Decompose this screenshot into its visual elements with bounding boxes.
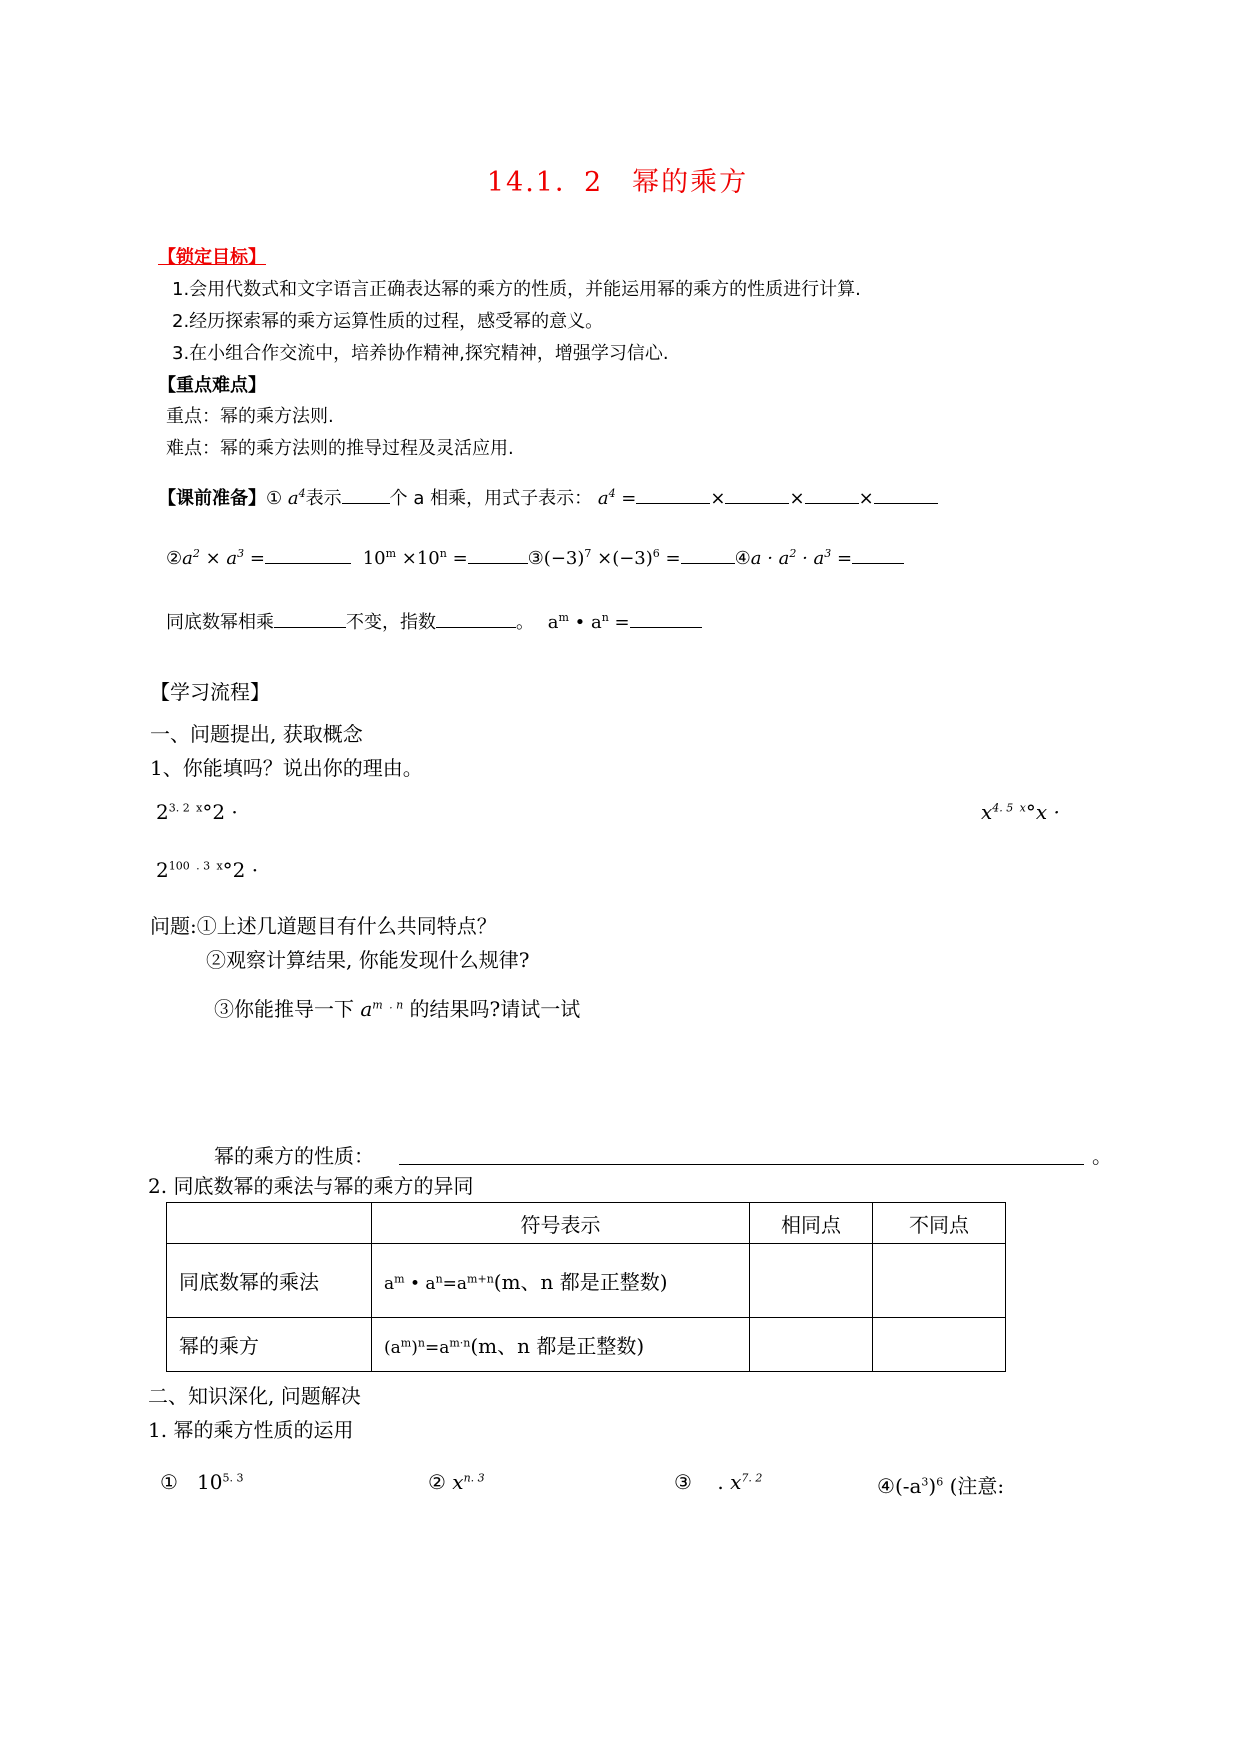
expr-a2-a3: $a^2 \times a^3$ = [182,547,265,569]
blank-q2[interactable] [265,545,351,564]
expr-2-100-3: $2^{100}$ $^{. 3}$ $^x$°2 · [156,858,259,882]
table-header-cell [167,1203,372,1244]
blank-q3[interactable] [681,545,735,564]
exercise-1: ① $10^{5. 3}$ [160,1470,244,1494]
row-symbol: $a^m$ • $a^n=a^{m+n}(m$、n 都是正整数) [372,1244,750,1318]
prep-q3-label: ③ [527,548,544,569]
keypoints-heading: 【重点难点】 [158,375,266,396]
blank-exp[interactable] [436,609,516,628]
exercise-4-label: ④ [877,1474,895,1498]
expr-am-an: $a^m$ • $a^n$ = [547,611,630,633]
exercise-2-label: ② [428,1470,446,1494]
times-2: × [789,488,805,509]
exercise-4: $④(-a^3)^6$ (注意: [877,1474,1005,1498]
row-symbol-tail: (m、n 都是正整数) [493,1270,668,1294]
a-power-4: $a^4$ [287,487,306,509]
blank-count[interactable] [342,485,390,504]
table-header-row [167,1203,1006,1244]
question-3-b: 的结果吗?请试一试 [409,997,581,1021]
a-power-4-expr: $a^4$ = [597,487,637,509]
goals-heading: 【锁定目标】 [158,247,266,268]
expr-am-n: $a^m$ $^{. n}$ [360,997,404,1021]
expr-neg3: $(-3)^7 \times(-3)^6$ = [543,547,681,569]
property-blank[interactable] [399,1164,1084,1165]
property-end: 。 [1092,1144,1112,1168]
prep-line-1 [158,484,938,510]
exercise-4-note: (注意: [949,1474,1005,1498]
row-name: 同底数幂的乘法 [167,1244,372,1318]
same-base-c: 。 [516,612,534,633]
prep-q1-text-a: 表示 [305,488,342,509]
question-1: 问题:①上述几道题目有什么共同特点？ [150,914,497,938]
goal-item-3: 3.在小组合作交流中，培养协作精神,探究精神，增强学习信心. [172,343,669,364]
expr-a-a2-a3: $a \cdot a^2 \cdot a^3$ = [750,547,853,569]
difficulty-text: 难点：幂的乘方法则的推导过程及灵活应用. [166,438,514,459]
property-label: 幂的乘方的性质： [214,1144,374,1168]
times-3: × [858,488,874,509]
blank-base[interactable] [274,609,346,628]
question-3-a: ③你能推导一下 [214,997,354,1021]
row-same-cell[interactable] [750,1318,873,1372]
compare-heading: 2. 同底数幂的乘法与幂的乘方的异同 [148,1174,474,1198]
q1-prompt: 1、你能填吗？说出你的理由。 [150,756,423,780]
question-3 [214,993,580,1022]
row-diff-cell[interactable] [873,1318,1006,1372]
table-header-cell: 符号表示 [372,1203,750,1244]
prep-q2-label: ② [166,548,183,569]
exercise-1-label: ① [160,1470,178,1494]
row-name: 幂的乘方 [167,1318,372,1372]
same-base-a: 同底数幂相乘 [166,612,274,633]
blank-q4[interactable] [852,545,904,564]
expr-10m-10n: $10^m \times 10^n$ = [362,547,468,569]
expr-2-3-2: $2^{3. 2}$ $^x$°2 · [156,800,238,824]
table-header-cell: 相同点 [750,1203,873,1244]
prep-q4-label: ④ [734,548,751,569]
same-base-b: 不变，指数 [346,612,436,633]
exercise-3: ③ . $x^{7. 2}$ [674,1470,763,1494]
row-diff-cell[interactable] [873,1244,1006,1318]
table-row [167,1244,1006,1318]
exercise-2: ② $x^{n. 3}$ [428,1470,485,1494]
goal-item-2: 2.经历探索幂的乘方运算性质的过程，感受幂的意义。 [172,311,604,332]
part3-heading: 二、知识深化, 问题解决 [148,1384,361,1408]
goal-item-1: 1.会用代数式和文字语言正确表达幂的乘方的性质，并能运用幂的乘方的性质进行计算. [172,279,861,300]
page-title: 14.1．2 幂的乘方 [486,167,749,198]
table-header-cell: 不同点 [873,1203,1006,1244]
prep-heading: 【课前准备】 [158,488,266,509]
comparison-table [166,1202,1006,1372]
blank-10[interactable] [468,545,528,564]
flow-heading: 【学习流程】 [150,680,270,704]
row-symbol-tail: (m、n 都是正整数) [470,1334,645,1358]
blank-factor-4[interactable] [874,485,938,504]
expr-x-4-5: $x^{4. 5}$ $^x$°x · [981,800,1060,824]
row-same-cell[interactable] [750,1244,873,1318]
times-1: × [710,488,726,509]
blank-am-an[interactable] [630,609,702,628]
prep-line-2 [166,545,904,569]
focus-text: 重点：幂的乘方法则. [166,406,334,427]
part3-item1: 1. 幂的乘方性质的运用 [148,1418,354,1442]
prep-q1-prefix: ① [266,488,283,509]
blank-factor-1[interactable] [636,485,710,504]
question-2: ②观察计算结果, 你能发现什么规律? [206,948,530,972]
blank-factor-2[interactable] [725,485,789,504]
exercise-3-label: ③ [674,1470,692,1494]
prep-q1-text-b: 个 a 相乘，用式子表示： [389,488,593,509]
blank-factor-3[interactable] [805,485,859,504]
row-symbol: $(a^m)^n=a^{m\cdot n}(m$、n 都是正整数) [372,1318,750,1372]
part1-heading: 一、问题提出, 获取概念 [150,722,363,746]
table-row [167,1318,1006,1372]
prep-line-3 [166,608,702,634]
